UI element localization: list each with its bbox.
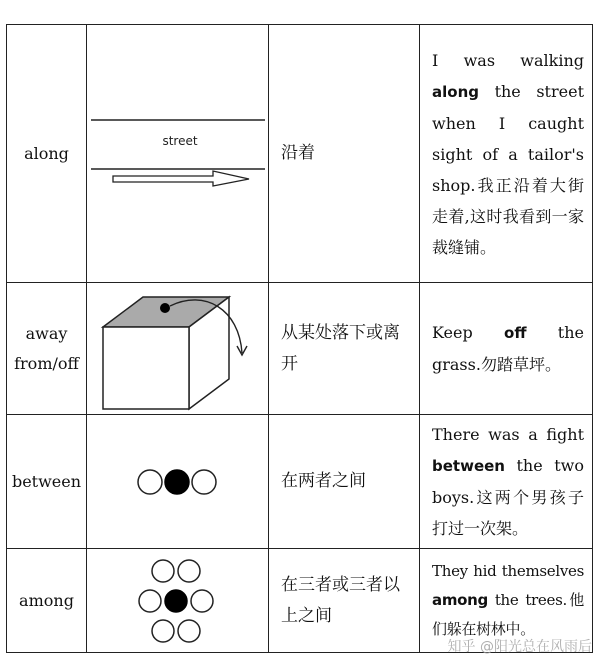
example-text-before: Keep: [432, 323, 505, 342]
example-cell: [420, 283, 593, 415]
example-text-after: the grass.勿踏草坪。: [432, 323, 584, 374]
between-circles-diagram: [87, 462, 269, 502]
example-keyword: off: [504, 324, 527, 342]
word-cell: among: [7, 549, 87, 653]
example-cell: [420, 25, 593, 283]
example-keyword: between: [432, 457, 505, 475]
among-circles-diagram: [87, 555, 269, 647]
preposition-table: [6, 24, 593, 653]
meaning-cell: 从某处落下或离开: [269, 283, 420, 415]
example-keyword: along: [432, 82, 479, 101]
cube-falling-off-diagram: [87, 287, 269, 411]
example-text-after: the two boys.这两个男孩子打过一次架。: [432, 456, 584, 538]
meaning-cell: 沿着: [269, 25, 420, 283]
street-label: street: [162, 133, 198, 148]
diagram-cell: [87, 25, 269, 283]
along-street-diagram: [87, 94, 269, 214]
watermark: 知乎 @阳光总在风雨后: [447, 639, 592, 655]
example-text-before: There was a fight: [432, 425, 584, 444]
example-cell: [420, 415, 593, 549]
diagram-cell: [87, 549, 269, 653]
word-cell: between: [7, 415, 87, 549]
diagram-cell: [87, 283, 269, 415]
word-cell: away from/off: [7, 283, 87, 415]
example-text-after: the street when I caught sight of a tailor's shop.我正沿着大街走着,这时我看到一家裁缝铺。: [432, 81, 584, 257]
example-text-before: They hid themselves: [432, 562, 584, 580]
meaning-cell: 在两者之间: [269, 415, 420, 549]
example-keyword: among: [432, 591, 488, 609]
table-row-between: [7, 415, 593, 549]
diagram-cell: [87, 415, 269, 549]
table-row-along: [7, 25, 593, 283]
example-text-before: I was walking: [432, 50, 584, 70]
word-cell: along: [7, 25, 87, 283]
table-row-away-from-off: [7, 283, 593, 415]
meaning-cell: 在三者或三者以上之间: [269, 549, 420, 653]
example-text-after: the trees.他们躲在树林中。: [432, 591, 584, 638]
